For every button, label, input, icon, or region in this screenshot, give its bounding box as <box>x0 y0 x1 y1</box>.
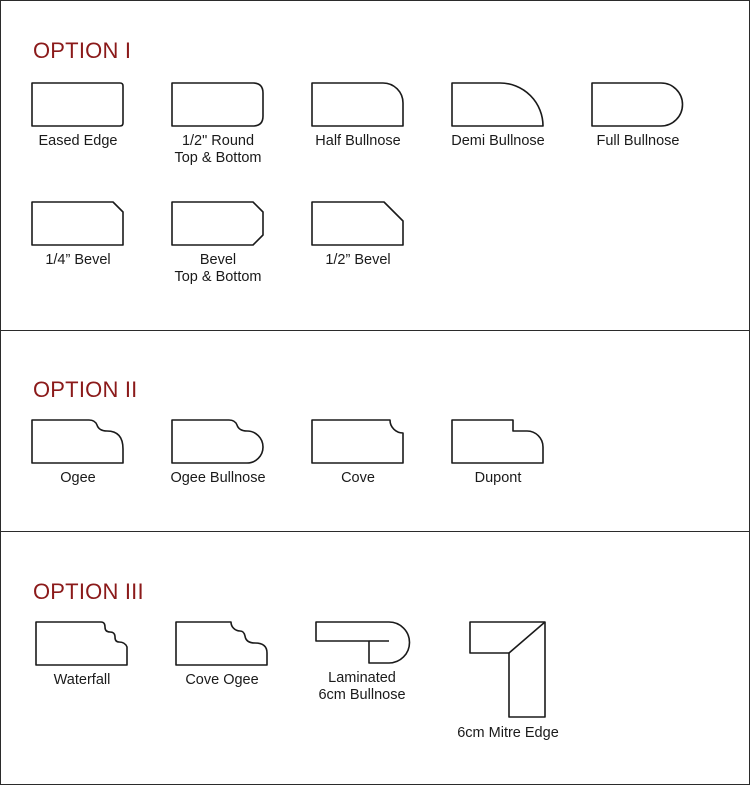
profile-label: Laminated 6cm Bullnose <box>318 670 406 703</box>
profile-label: 1/2" Round Top & Bottom <box>174 133 262 166</box>
cove-ogee-profile-icon <box>175 621 269 666</box>
profile-item-ogee <box>3 419 153 487</box>
profile-label: Eased Edge <box>38 133 118 149</box>
ogee-profile-icon <box>31 419 125 464</box>
dupont-profile-icon <box>451 419 545 464</box>
profile-label: 1/2” Bevel <box>325 252 391 268</box>
ogee-bullnose-profile-icon <box>171 419 265 464</box>
profile-label: Cove <box>341 470 375 486</box>
half-bullnose-profile-icon <box>311 82 405 127</box>
mitre-edge-profile-icon <box>469 621 547 719</box>
profile-item-cove-ogee <box>147 621 297 689</box>
section-heading-option-2: OPTION II <box>33 377 138 402</box>
profile-label: 1/4” Bevel <box>45 252 111 268</box>
quarter-inch-bevel-profile-icon <box>31 201 125 246</box>
section-divider <box>0 531 750 532</box>
profile-label: Bevel Top & Bottom <box>174 252 262 285</box>
profile-item-demi-bullnose <box>423 82 573 150</box>
profile-item-bevel-top-bottom <box>143 201 293 286</box>
profile-item-half-bullnose <box>283 82 433 150</box>
profile-label: 6cm Mitre Edge <box>457 725 559 741</box>
profile-item-mitre-edge <box>433 621 583 742</box>
profile-item-half-inch-round <box>143 82 293 167</box>
profile-item-dupont <box>423 419 573 487</box>
bevel-top-bottom-profile-icon <box>171 201 265 246</box>
half-inch-bevel-profile-icon <box>311 201 405 246</box>
profile-item-cove <box>283 419 433 487</box>
laminated-bullnose-profile-icon <box>315 621 409 664</box>
cove-profile-icon <box>311 419 405 464</box>
half-inch-round-profile-icon <box>171 82 265 127</box>
profile-label: Waterfall <box>53 672 111 688</box>
profile-item-eased-edge <box>3 82 153 150</box>
waterfall-profile-icon <box>35 621 129 666</box>
profile-item-laminated-bullnose <box>287 621 437 704</box>
profile-item-waterfall <box>7 621 157 689</box>
section-heading-option-1: OPTION I <box>33 38 132 63</box>
profile-item-quarter-inch-bevel <box>3 201 153 269</box>
profile-label: Demi Bullnose <box>451 133 545 149</box>
profile-label: Half Bullnose <box>315 133 401 149</box>
profile-label: Ogee Bullnose <box>170 470 266 486</box>
profile-item-half-inch-bevel <box>283 201 433 269</box>
profile-label: Full Bullnose <box>596 133 680 149</box>
profile-item-full-bullnose <box>563 82 713 150</box>
section-divider <box>0 330 750 331</box>
demi-bullnose-profile-icon <box>451 82 545 127</box>
profile-label: Dupont <box>474 470 522 486</box>
full-bullnose-profile-icon <box>591 82 685 127</box>
section-heading-option-3: OPTION III <box>33 579 144 604</box>
eased-edge-profile-icon <box>31 82 125 127</box>
profile-label: Ogee <box>60 470 96 486</box>
profile-label: Cove Ogee <box>185 672 259 688</box>
profile-item-ogee-bullnose <box>143 419 293 487</box>
